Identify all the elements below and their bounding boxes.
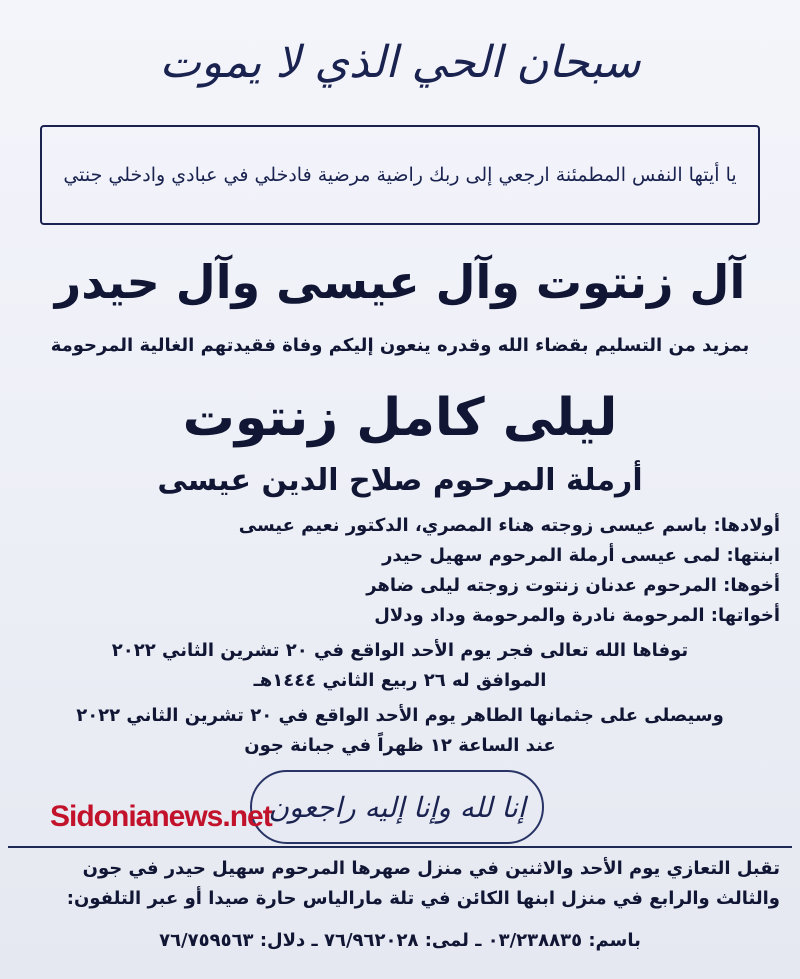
closing-ornament: إنا لله وإنا إليه راجعون [250, 770, 544, 844]
intro-text: بمزيد من التسليم بقضاء الله وقدره ينعون إليكم وفاة فقيدتهم الغالية المرحومة [50, 335, 750, 356]
condolence-line-2: والثالث والرابع في منزل ابنها الكائن في تلة مارالياس حارة صيدا أو عبر التلفون: [66, 888, 780, 909]
relatives-sisters: أخواتها: المرحومة نادرة والمرحومة وداد ودلال [374, 605, 780, 626]
divider [8, 846, 792, 848]
widow-line: أرملة المرحوم صلاح الدين عيسى [157, 463, 643, 498]
quran-verse-box: يا أيتها النفس المطمئنة ارجعي إلى ربك راضية مرضية فادخلي في عبادي وادخلي جنتي [40, 125, 760, 225]
death-date-line: توفاها الله تعالى فجر يوم الأحد الواقع في ٢٠ تشرين الثاني ٢٠٢٢ [111, 640, 689, 661]
relatives-sons: أولادها: باسم عيسى زوجته هناء المصري، الدكتور نعيم عيسى [238, 515, 780, 536]
deceased-name: ليلى كامل زنتوت [182, 388, 618, 448]
families-heading: آل زنتوت وآل عيسى وآل حيدر [54, 255, 746, 309]
relatives-brother: أخوها: المرحوم عدنان زنتوت زوجته ليلى ضاهر [366, 575, 780, 596]
prayer-line: وسيصلى على جثمانها الطاهر يوم الأحد الواقع في ٢٠ تشرين الثاني ٢٠٢٢ [76, 705, 724, 726]
watermark-logo: Sidonianews.net [50, 800, 272, 833]
relatives-daughter: ابنتها: لمى عيسى أرملة المرحوم سهيل حيدر [382, 545, 780, 566]
condolence-line-1: تقبل التعازي يوم الأحد والاثنين في منزل صهرها المرحوم سهيل حيدر في جون [82, 858, 780, 879]
hijri-date-line: الموافق له ٢٦ ربيع الثاني ١٤٤٤هـ [253, 670, 547, 691]
calligraphy-title: سبحان الحي الذي لا يموت [159, 36, 641, 88]
phone-numbers: باسم: ٠٣/٢٣٨٨٣٥ ـ لمى: ٧٦/٩٦٢٠٢٨ ـ دلال: ٧٦/٧٥٩٥٦٣ [159, 930, 641, 951]
prayer-time-line: عند الساعة ١٢ ظهراً في جبانة جون [244, 735, 556, 756]
